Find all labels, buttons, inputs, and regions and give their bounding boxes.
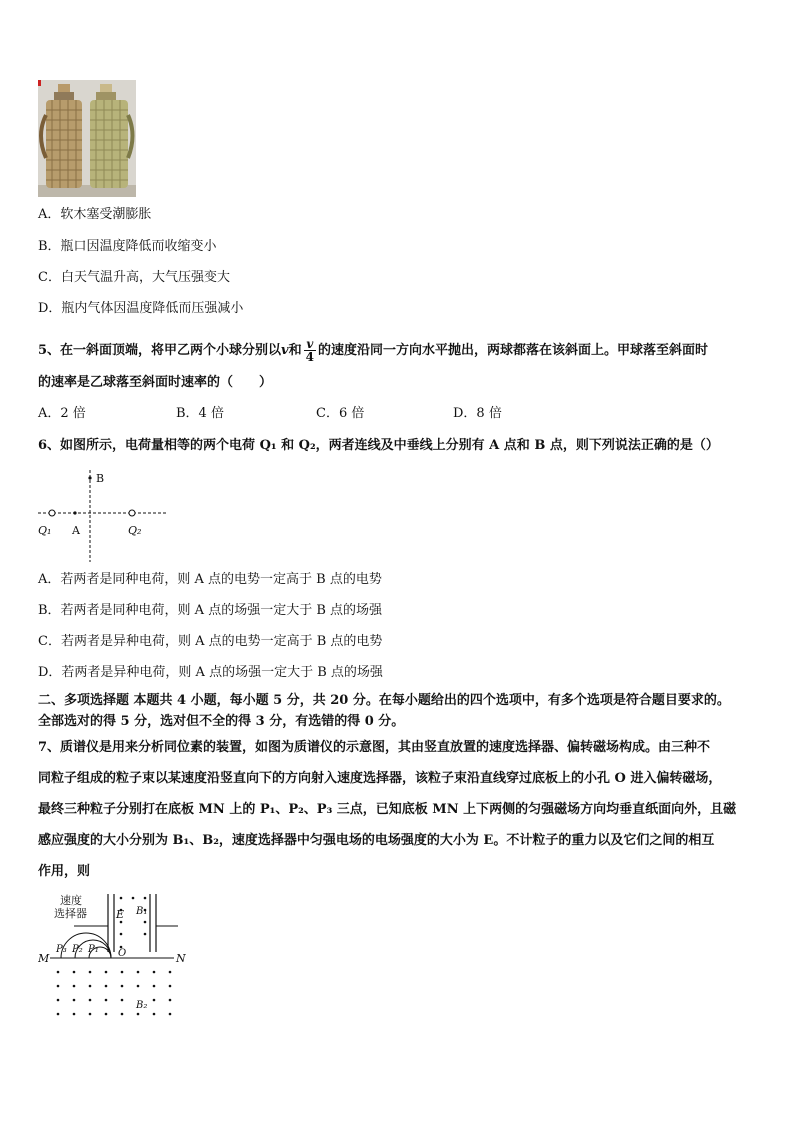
mass-spectrometer-diagram [38,890,198,1030]
q5-stem-line2: 的速率是乙球落至斜面时速率的（ ） [38,375,273,390]
thermos-bottles-photo [38,80,136,197]
charges-diagram [38,470,168,562]
label-n: N [176,952,186,965]
label-p2: P₂ [72,944,83,955]
label-q1: Q₁ [38,524,52,537]
label-o: O [118,948,127,959]
label-p1: P₁ [88,944,99,955]
q6-option-a: A．若两者是同种电荷，则 A 点的电势一定高于 B 点的电势 [38,572,382,587]
q7-stem-line2: 同粒子组成的粒子束以某速度沿竖直向下的方向射入速度选择器，该粒子束沿直线穿过底板上的小孔 O 进入偏转磁场， [38,771,722,786]
label-b: B [96,472,105,485]
q7-stem-line3: 最终三种粒子分别打在底板 MN 上的 P₁、P₂、P₃ 三点，已知底板 MN 上下两侧的匀强磁场方向均垂直纸面向外，且磁 [38,802,737,817]
v-over-4-fraction: $\frac{v}{4}$ [305,337,314,364]
label-e: E [116,908,125,921]
q6-option-c: C．若两者是异种电荷，则 A 点的电势一定高于 B 点的电势 [38,634,383,649]
q7-stem-line1: 7、质谱仪是用来分析同位素的装置，如图为质谱仪的示意图，其由竖直放置的速度选择器、偏转磁场构成。由三种不 [38,740,711,755]
section2-instructions-line1: 二、多项选择题 本题共 4 小题，每小题 5 分，共 20 分。在每小题给出的四个选项中，有多个选项是符合题目要求的。 [38,693,730,708]
section2-instructions-line2: 全部选对的得 5 分，选对但不全的得 3 分，有选错的得 0 分。 [38,714,405,729]
q5-option-c: C．6 倍 [316,406,365,421]
q6-stem: 6、如图所示，电荷量相等的两个电荷 Q₁ 和 Q₂，两者连线及中垂线上分别有 A 点和 B 点，则下列说法正确的是（） [38,438,719,453]
q4-option-d: D．瓶内气体因温度降低而压强减小 [38,301,244,316]
label-selector-line1: 速度 [60,894,82,907]
label-a: A [72,524,80,537]
label-q2: Q₂ [128,524,142,537]
label-selector-line2: 选择器 [54,907,87,920]
q6-option-d: D．若两者是异种电荷，则 A 点的场强一定大于 B 点的场强 [38,665,383,680]
label-b2: B₂ [136,1000,148,1011]
q4-option-c: C．白天气温升高，大气压强变大 [38,270,230,285]
q5-stem-line1: 5、在一斜面顶端，将甲乙两个小球分别以v和 $\frac{v}{4}$ 的速度沿同一方向水平抛出，两球都落在该斜面上。甲球落至斜面时 [38,337,708,364]
label-p3: P₃ [56,944,67,955]
q4-option-b: B．瓶口因温度降低而收缩变小 [38,239,217,254]
q5-option-a: A．2 倍 [38,406,86,421]
q5-option-d: D．8 倍 [453,406,502,421]
q7-stem-line4: 感应强度的大小分别为 B₁、B₂，速度选择器中匀强电场的电场强度的大小为 E。不计粒子的重力以及它们之间的相互 [38,833,715,848]
label-m: M [38,952,50,965]
q7-stem-line5: 作用，则 [38,864,91,879]
q6-option-b: B．若两者是同种电荷，则 A 点的场强一定大于 B 点的场强 [38,603,383,618]
q4-option-a: A．软木塞受潮膨胀 [38,207,152,222]
q5-option-b: B．4 倍 [176,406,224,421]
label-b1: B₁ [136,906,148,917]
